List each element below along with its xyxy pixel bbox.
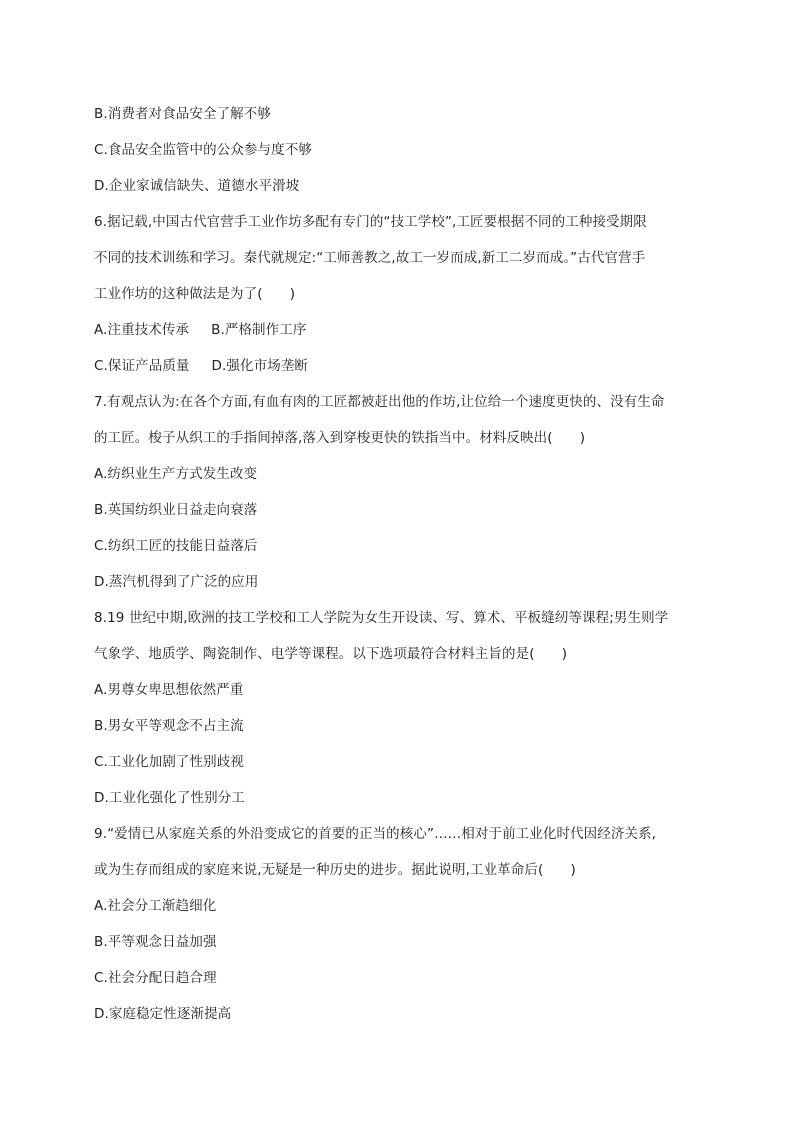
q7-option-c: C.纺织工匠的技能日益落后: [94, 538, 258, 554]
q6-stem-line-1: 6.据记载,中国古代官营手工业作坊多配有专门的“技工学校”,工匠要根据不同的工种接受期限: [94, 214, 647, 230]
q5-option-b: B.消费者对食品安全了解不够: [94, 106, 271, 122]
q7-option-b: B.英国纺织业日益走向衰落: [94, 502, 258, 518]
q9-option-a: A.社会分工渐趋细化: [94, 898, 217, 914]
q6-options-row-2: [94, 353, 704, 389]
q7-stem-line-2: 的工匠。梭子从织工的手指间掉落,落入到穿梭更快的铁指当中。材料反映出( ): [94, 430, 586, 446]
q6-option-b: B.严格制作工序: [211, 322, 307, 338]
q9-option-b: B.平等观念日益加强: [94, 934, 217, 950]
document-page: [94, 101, 704, 1037]
q9-stem-line-2: 或为生存而组成的家庭来说,无疑是一种历史的进步。据此说明,工业革命后( ): [94, 862, 576, 878]
q8-stem-line-2: 气象学、地质学、陶瓷制作、电学等课程。以下选项最符合材料主旨的是( ): [94, 646, 568, 662]
q9-option-d: D.家庭稳定性逐渐提高: [94, 1006, 232, 1022]
q5-option-d: D.企业家诚信缺失、道德水平滑坡: [94, 178, 300, 194]
q7-stem-line-1: 7.有观点认为:在各个方面,有血有肉的工匠都被赶出他的作坊,让位给一个速度更快的、没有生命: [94, 394, 665, 410]
q6-stem-line-2: 不同的技术训练和学习。秦代就规定:“工师善教之,故工一岁而成,新工二岁而成。”古代官营手: [94, 250, 646, 266]
q6-option-a: A.注重技术传承: [94, 322, 190, 338]
q8-option-b: B.男女平等观念不占主流: [94, 718, 244, 734]
q8-option-c: C.工业化加剧了性别歧视: [94, 754, 244, 770]
q9-stem-line-1: 9.“爱情已从家庭关系的外沿变成它的首要的正当的核心”……相对于前工业化时代因经济关系,: [94, 826, 657, 842]
q7-option-d: D.蒸汽机得到了广泛的应用: [94, 574, 259, 590]
q8-option-a: A.男尊女卑思想依然严重: [94, 682, 244, 698]
q8-option-d: D.工业化强化了性别分工: [94, 790, 245, 806]
q8-stem-line-1: 8.19 世纪中期,欧洲的技工学校和工人学院为女生开设读、写、算术、平板缝纫等课程;男生则学: [94, 610, 669, 626]
q5-option-c: C.食品安全监管中的公众参与度不够: [94, 142, 312, 158]
q6-stem-line-3: 工业作坊的这种做法是为了( ): [94, 286, 296, 302]
q6-option-c: C.保证产品质量: [94, 358, 190, 374]
q6-option-d: D.强化市场垄断: [211, 358, 309, 374]
q9-option-c: C.社会分配日趋合理: [94, 970, 217, 986]
q7-option-a: A.纺织业生产方式发生改变: [94, 466, 258, 482]
q6-options-row-1: [94, 317, 704, 353]
